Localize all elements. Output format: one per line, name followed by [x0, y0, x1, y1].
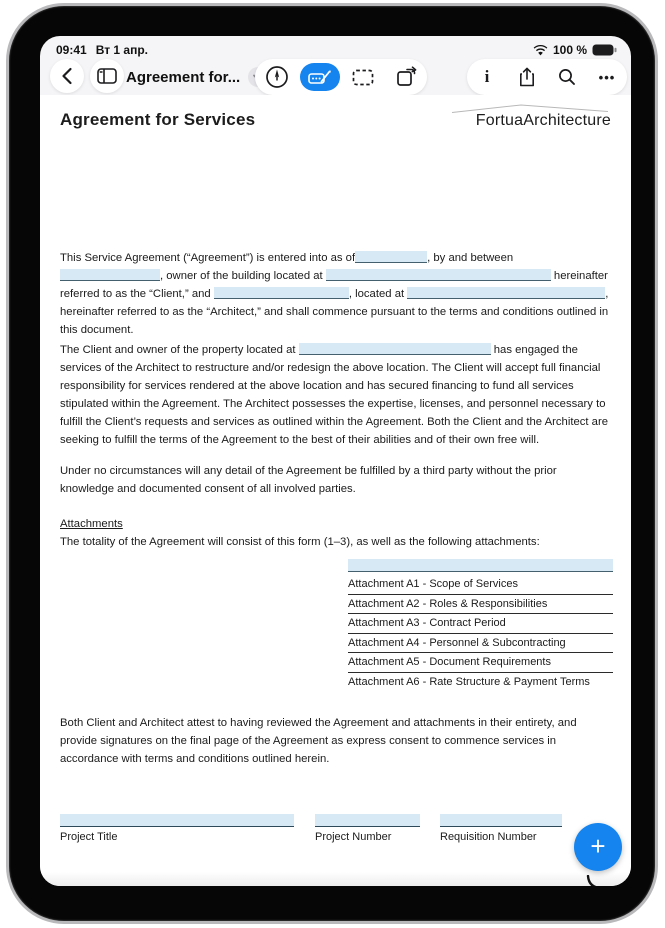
architect-name-field-blank[interactable]: [214, 287, 349, 299]
requisition-number-label: Requisition Number: [440, 831, 537, 843]
attachment-label: Attachment A6 - Rate Structure & Payment Terms: [348, 676, 590, 689]
requisition-number-input[interactable]: [440, 814, 562, 827]
battery-icon: [592, 44, 617, 56]
document-title: Agreement for...: [126, 68, 241, 86]
rotate-page-icon: [395, 66, 417, 88]
more-icon: •••: [598, 69, 616, 85]
share-icon: [519, 67, 535, 87]
page-title: Agreement for Services: [60, 110, 256, 129]
requisition-number-field: [440, 814, 562, 843]
attachment-row: [348, 653, 613, 673]
document-header: [60, 103, 611, 130]
project-number-input[interactable]: [315, 814, 420, 827]
paragraph-1: [60, 249, 609, 339]
attachment-field-blank[interactable]: [348, 559, 613, 572]
p2-text: has engaged the services of the Architect to restructure and/or redesign the above location. The Client will accept full financial responsibility for services rendered at the above location and has secured financing to fund all services stipulated within the Agreement. The Architect possesses the expertise, licenses, and personnel necessary to fulfill the Client’s requests and services as outlined within the Agreement. Both the Client and the Architect are seeking to fulfill the terms of the Agreement to the best of their abilities and of their own free will.: [60, 344, 608, 446]
attachment-label: Attachment A2 - Roles & Responsibilities: [348, 597, 548, 610]
building-address-field-blank[interactable]: [326, 269, 551, 281]
attachment-row: [348, 614, 613, 634]
p1-text: hereinafter referred to as the “Client,” and: [60, 270, 608, 300]
p1-text: This Service Agreement (“Agreement”) is entered into as of: [60, 252, 356, 264]
page-bottom-fade: [40, 872, 631, 886]
attachment-label: Attachment A1 - Scope of Services: [348, 578, 518, 591]
add-button[interactable]: [574, 823, 622, 871]
status-bar: [56, 41, 617, 59]
pencil-tool-icon: [265, 65, 289, 89]
property-address-field-blank[interactable]: [299, 343, 491, 355]
attachment-row: [348, 673, 613, 693]
project-title-field: [60, 814, 294, 843]
toolbar: [40, 59, 631, 95]
paragraph-3: Under no circumstances will any detail of the Agreement be fulfilled by a third party without the prior knowledge and documented consent of all involved parties.: [60, 465, 557, 495]
project-number-label: Project Number: [315, 831, 392, 843]
search-icon: [558, 68, 576, 86]
architect-address-field-blank[interactable]: [407, 287, 605, 299]
selection-tool-button[interactable]: [343, 59, 383, 95]
document-title-menu[interactable]: [126, 59, 268, 95]
p1-text: , located at: [348, 288, 408, 300]
p1-text: , owner of the building located at: [160, 270, 326, 282]
sidebar-icon: [97, 68, 117, 84]
owner-name-field-blank[interactable]: [60, 269, 160, 281]
search-button[interactable]: [547, 59, 587, 95]
attachments-table: [348, 559, 613, 692]
info-button[interactable]: [467, 59, 507, 95]
attachment-row: [348, 595, 613, 615]
company-logo: [449, 103, 611, 130]
project-title-input[interactable]: [60, 814, 294, 827]
sidebar-button[interactable]: [90, 59, 124, 93]
attachment-row: [348, 634, 613, 654]
paragraph-2: [60, 341, 609, 449]
page-curl-icon[interactable]: [586, 875, 605, 886]
date-field-blank[interactable]: [355, 251, 427, 263]
attachments-intro: The totality of the Agreement will consist of this form (1–3), as well as the following attachments:: [60, 536, 540, 548]
share-button[interactable]: [507, 59, 547, 95]
project-number-field: [315, 814, 420, 843]
pencil-tool-button[interactable]: [257, 59, 297, 95]
form-fill-icon: [307, 68, 333, 86]
attachment-label: Attachment A4 - Personnel & Subcontracting: [348, 636, 566, 649]
p1-text: , hereinafter referred to as the “Architect,” and shall commence pursuant to the terms and conditions outlined in this document.: [60, 288, 609, 336]
status-time: 09:41: [56, 43, 87, 57]
p1-text: , by and between: [427, 252, 514, 264]
markup-tools-pill: [255, 59, 427, 95]
p2-text: The Client and owner of the property located at: [60, 344, 299, 356]
logo-text: FortuaArchitecture: [475, 112, 611, 129]
ipad-screen: [40, 36, 631, 886]
ipad-device-frame: [6, 3, 658, 924]
plus-icon: +: [590, 831, 606, 861]
attachment-row: [348, 575, 613, 595]
dashed-selection-icon: [352, 69, 374, 86]
chevron-left-icon: [61, 67, 73, 85]
actions-pill: [467, 59, 627, 95]
document-page: [40, 95, 631, 886]
more-button[interactable]: [587, 59, 627, 95]
battery-percent: 100 %: [552, 43, 587, 57]
attachments-heading: Attachments: [60, 518, 123, 530]
attachment-label: Attachment A3 - Contract Period: [348, 617, 506, 630]
attachment-label: Attachment A5 - Document Requirements: [348, 656, 551, 669]
status-date: Вт 1 апр.: [95, 43, 149, 57]
rotate-tool-button[interactable]: [386, 59, 426, 95]
wifi-icon: [533, 45, 548, 56]
paragraph-4: Both Client and Architect attest to having reviewed the Agreement and attachments in their entirety, and provide signatures on the final page of the Agreement as express consent to commence services in accordance with terms and conditions outlined herein.: [60, 717, 577, 765]
form-fill-tool-button[interactable]: [300, 59, 340, 95]
info-icon: i: [484, 67, 490, 86]
form-fill-tool-selected: [300, 63, 340, 91]
back-button[interactable]: [50, 59, 84, 93]
project-title-label: Project Title: [60, 831, 118, 843]
